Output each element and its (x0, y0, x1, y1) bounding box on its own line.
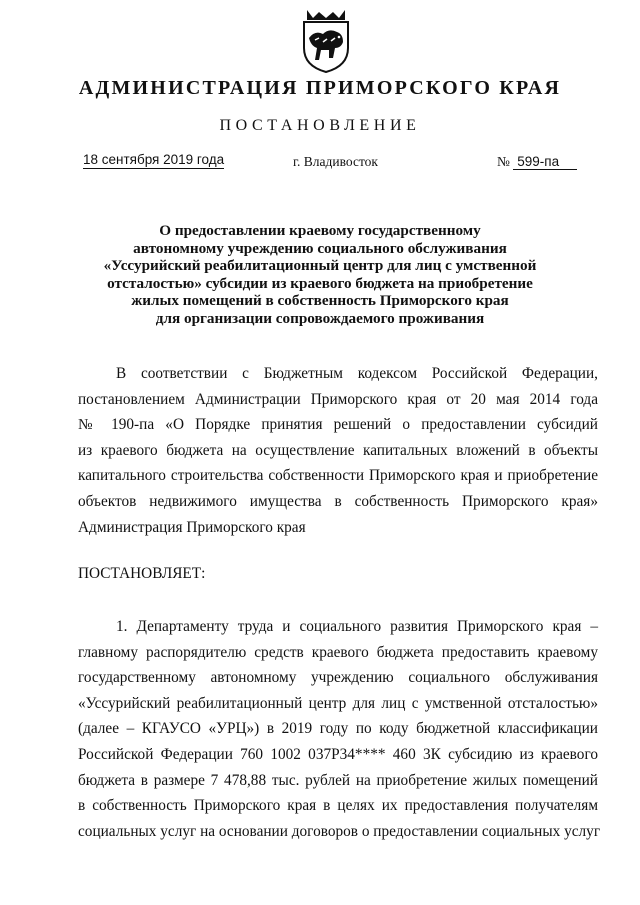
preamble-line: постановлением Администрации Приморского края от 20 мая 2014 года (78, 390, 598, 408)
preamble-line: Администрация Приморского края (78, 518, 306, 536)
item-1-line: в собственность Приморского края в целях их предоставления получателям (78, 797, 598, 815)
document-number-value: 599-па (513, 154, 577, 170)
title-line: О предоставлении краевому государственному (159, 222, 481, 239)
item-1-line: (далее – КГАУСО «УРЦ») в 2019 году по коду бюджетной классификации (78, 720, 598, 738)
title-line: для организации сопровождаемого проживания (155, 309, 485, 327)
preamble-line: В соответствии с Бюджетным кодексом Российской Федерации, (116, 365, 598, 382)
document-city: г. Владивосток (293, 154, 378, 169)
item-1-line: 1. Департаменту труда и социального развития Приморского края – (116, 618, 598, 635)
number-sign: № (497, 154, 510, 169)
title-line: «Уссурийский реабилитационный центр для лиц с умственной (103, 257, 537, 275)
preamble-line: из краевого бюджета на осуществление капитальных вложений в объекты (78, 441, 598, 459)
item-1-line: Российской Федерации 760 1002 037Р34**** 460 3К субсидию из краевого (78, 745, 598, 763)
title-line: автономному учреждению социального обслуживания (133, 239, 507, 257)
document-date (83, 152, 224, 167)
preamble-line: № 190-па «О Порядке принятия решений о предоставлении субсидий (78, 416, 598, 434)
item-1-line: социальных услуг на основании договоров о предоставлении социальных услуг (78, 822, 601, 840)
title-line: жилых помещений в собственность Приморского края (131, 292, 509, 310)
item-1-line: бюджета в размере 7 478,88 тыс. рублей на приобретение жилых помещений (78, 771, 598, 789)
item-1-line: «Уссурийский реабилитационный центр для лиц с умственной отсталостью» (78, 694, 598, 712)
document-date-value: 18 сентября 2019 года (83, 152, 225, 167)
document-type: ПОСТАНОВЛЕНИЕ (219, 117, 421, 134)
item-1-line: государственному автономному учреждению социального обслуживания (78, 669, 598, 687)
preamble-line: объектов недвижимого имущества в собственность Приморского края» (78, 492, 598, 510)
title-line: отсталостью» субсидии из краевого бюджета на приобретение (107, 274, 533, 292)
organization-name: АДМИНИСТРАЦИЯ ПРИМОРСКОГО КРАЯ (78, 77, 562, 99)
document-title (60, 222, 580, 328)
item-1-line: главному распорядителю средств краевого бюджета предоставить краевому (78, 643, 598, 661)
coat-of-arms-emblem (301, 8, 351, 74)
preamble-paragraph (78, 361, 598, 540)
decree-heading: ПОСТАНОВЛЯЕТ: (78, 565, 206, 582)
item-1-paragraph (78, 614, 601, 844)
preamble-line: капитального строительства собственности Приморского края и приобретение (78, 467, 598, 485)
document-number (497, 154, 577, 170)
